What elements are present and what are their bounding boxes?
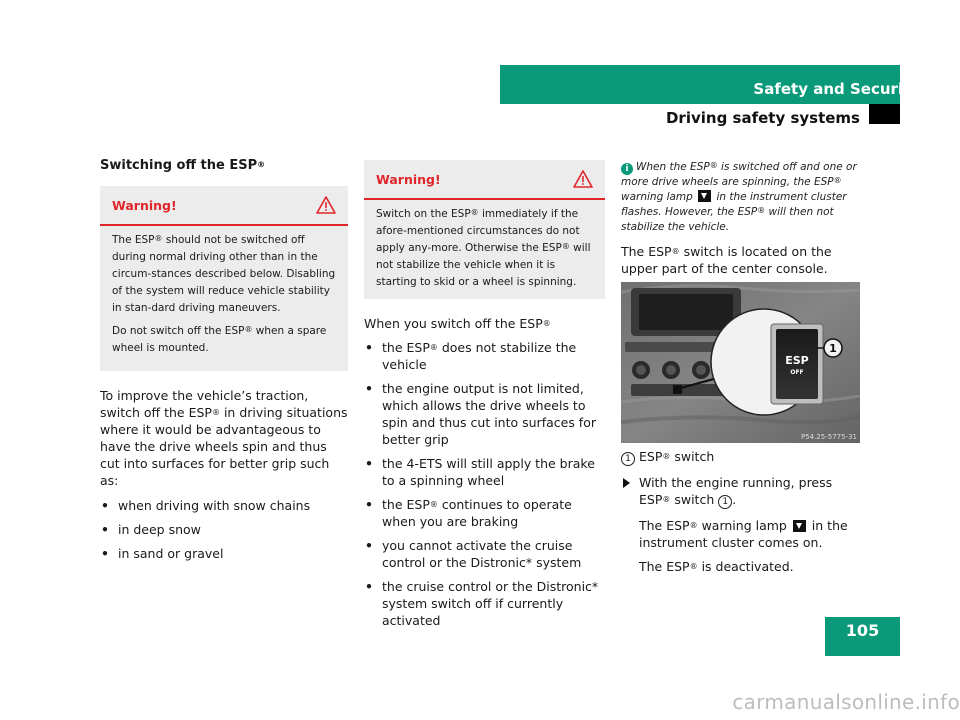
section-title: Safety and Security bbox=[753, 80, 920, 98]
page-number: 105 bbox=[845, 621, 880, 640]
esp-warning-lamp-icon bbox=[793, 520, 806, 532]
right-column-lower bbox=[621, 448, 861, 575]
figure-callout-number: 1 bbox=[829, 342, 837, 355]
warning-title: Warning! bbox=[112, 197, 177, 213]
lead-paragraph: When you switch off the ESP® bbox=[364, 316, 551, 331]
right-column bbox=[621, 160, 861, 277]
result-text-1: The ESP® warning lamp in the instrument cluster comes on. bbox=[639, 518, 848, 550]
subsection-title: Driving safety systems bbox=[665, 109, 860, 127]
middle-column bbox=[364, 160, 605, 636]
warning-title: Warning! bbox=[376, 171, 441, 187]
list-item: • the 4-ETS will still apply the brake to a spinning wheel bbox=[364, 455, 605, 489]
effects-list bbox=[364, 339, 605, 629]
list-item: • you cannot activate the cruise control or the Distronic* system bbox=[364, 537, 605, 571]
list-item: • the ESP® does not stabilize the vehicle bbox=[364, 339, 605, 373]
warning-text-1: The ESP® should not be switched off during normal driving other than in the circum-stances described below. Disabling of the system will reduce vehicle stability in stan-dard driving maneuvers. bbox=[112, 234, 336, 314]
header-marker bbox=[869, 104, 900, 124]
esp-button-sublabel: OFF bbox=[790, 369, 804, 376]
warning-triangle-icon bbox=[316, 196, 336, 214]
list-item: • in deep snow bbox=[100, 521, 348, 538]
list-item: • the ESP® continues to operate when you are braking bbox=[364, 496, 605, 530]
section-heading: Switching off the ESP® bbox=[100, 158, 266, 173]
warning-triangle-icon bbox=[573, 170, 593, 188]
list-item: • when driving with snow chains bbox=[100, 497, 348, 514]
list-item: • the cruise control or the Distronic* system switch off if currently activated bbox=[364, 578, 605, 629]
figure-code: P54.25-5775-31 bbox=[800, 433, 857, 441]
esp-warning-lamp-icon bbox=[698, 190, 711, 202]
center-console-figure bbox=[621, 282, 860, 443]
result-text-2: The ESP® is deactivated. bbox=[639, 559, 794, 574]
warning-box-middle bbox=[364, 160, 605, 299]
warning-text: Switch on the ESP® immediately if the afore-mentioned circumstances do not apply any-more. Otherwise the ESP® will not stabilize the vehicle when it is starting to skid or a wheel is spinning. bbox=[376, 208, 591, 288]
left-column bbox=[100, 157, 348, 569]
list-item: • in sand or gravel bbox=[100, 545, 348, 562]
esp-button-label: ESP bbox=[785, 354, 809, 367]
info-icon: i bbox=[621, 163, 633, 175]
location-paragraph: The ESP® switch is located on the upper part of the center console. bbox=[621, 244, 832, 276]
warning-text-2: Do not switch off the ESP® when a spare wheel is mounted. bbox=[112, 325, 327, 354]
conditions-list bbox=[100, 497, 348, 562]
info-note: i When the ESP® is switched off and one or more drive wheels are spinning, the ESP® warning lamp in the instrument cluster flashes. However, the ESP® will then not stabilize the vehicle. bbox=[621, 161, 857, 233]
list-item: • the engine output is not limited, which allows the drive wheels to spin and thus cut into surfaces for better grip bbox=[364, 380, 605, 448]
warning-box-left bbox=[100, 186, 348, 371]
figure-legend: 1 ESP® switch bbox=[621, 448, 861, 466]
intro-paragraph: To improve the vehicle’s traction, switch off the ESP® in driving situations where it would be advantageous to have the drive wheels spin and thus cut into surfaces for better grip such as: bbox=[100, 388, 348, 488]
action-step: With the engine running, press ESP® switch 1 . bbox=[621, 474, 861, 509]
watermark: carmanualsonline.info bbox=[732, 690, 960, 714]
